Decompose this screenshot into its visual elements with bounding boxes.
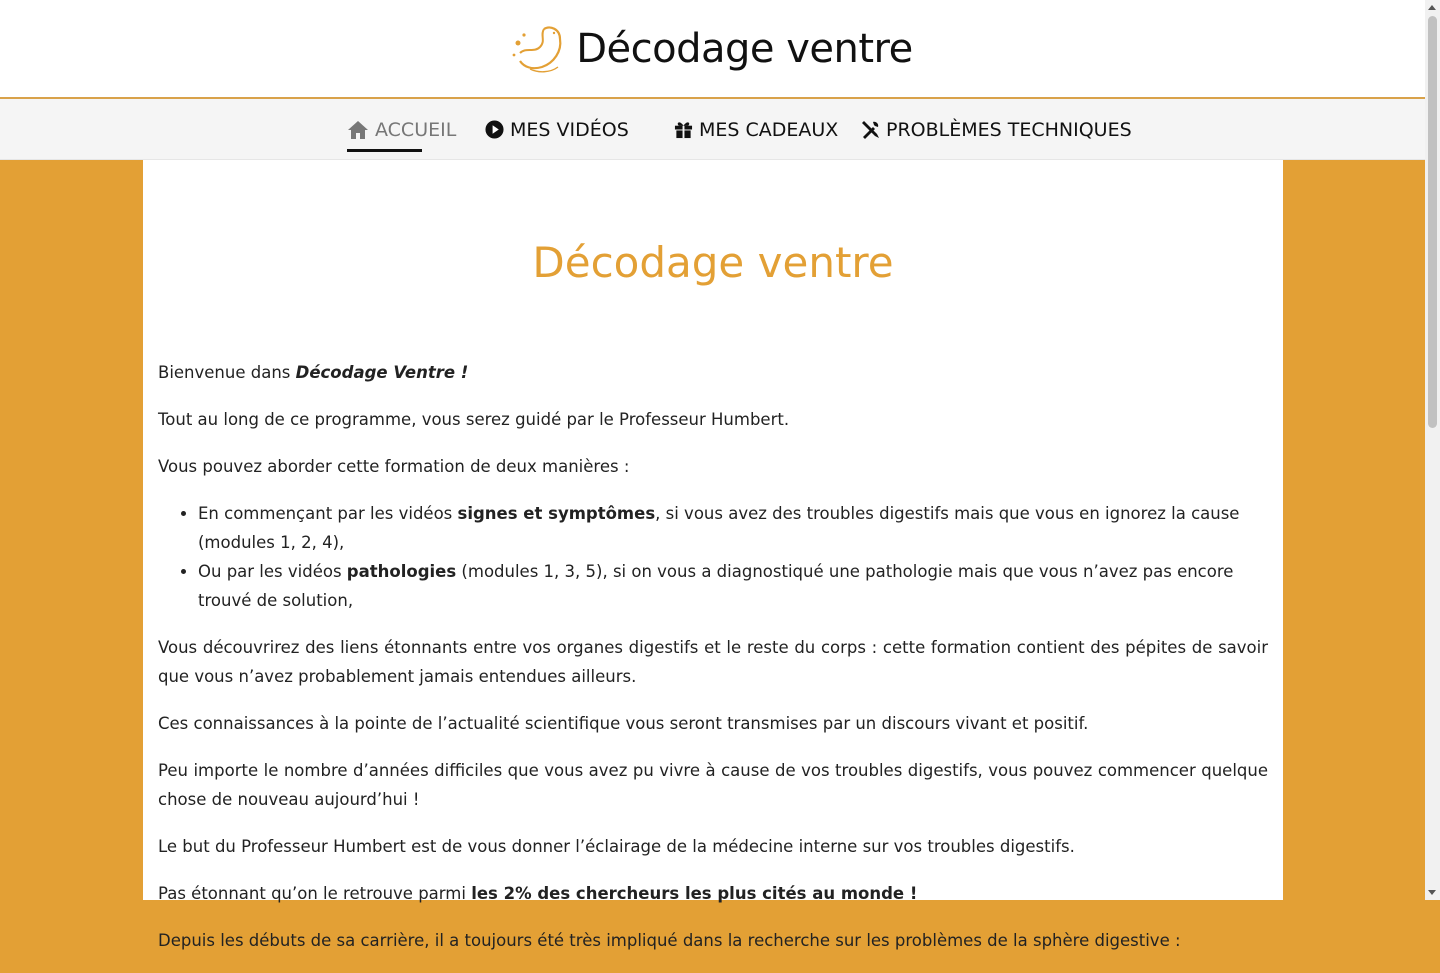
active-tab-indicator [347,149,422,152]
list-item [198,557,1268,615]
paragraph: Le but du Professeur Humbert est de vous donner l’éclairage de la médecine interne sur vos troubles digestifs. [158,837,1075,856]
paragraph: Vous découvrirez des liens étonnants entre vos organes digestifs et le reste du corps : cette formation contient des pépites de savoir que vous n’avez probablement jamais entendues ailleurs. [158,638,1268,686]
tools-icon [860,120,880,140]
list-item [198,499,1268,557]
paragraph: Vous pouvez aborder cette formation de deux manières : [158,457,630,476]
nav-item-mes-cadeaux[interactable] [674,99,838,160]
paragraph: Tout au long de ce programme, vous serez guidé par le Professeur Humbert. [158,410,790,429]
intro-emphasis: Décodage Ventre ! [295,363,469,382]
list-item-prefix: En commençant par les vidéos [198,504,458,523]
home-icon [347,120,369,140]
scroll-up-arrow-icon[interactable] [1428,5,1436,10]
paragraph: Peu importe le nombre d’années difficiles que vous avez pu vivre à cause de vos troubles digestifs, vous pouvez commencer quelque chose de nouveau aujourd’hui ! [158,761,1268,809]
list-item-bold: signes et symptômes [457,504,656,523]
nav-item-mes-videos[interactable] [485,99,629,160]
site-logo[interactable] [510,23,912,75]
site-header [0,0,1425,99]
nav-label-mes-videos: MES VIDÉOS [510,118,629,141]
nav-label-accueil: ACCUEIL [375,118,457,141]
main-content [143,160,1283,950]
paragraph-prefix: Pas étonnant qu’on le retrouve parmi [158,884,472,903]
gift-icon [674,120,693,139]
scroll-down-arrow-icon[interactable] [1428,890,1436,895]
page-title: Décodage ventre [532,238,894,287]
page-scrollbar[interactable] [1425,0,1440,900]
play-circle-icon [485,120,504,139]
nav-label-mes-cadeaux: MES CADEAUX [699,118,839,141]
paragraph: Ces connaissances à la pointe de l’actualité scientifique vous seront transmises par un discours vivant et positif. [158,714,1089,733]
paragraph: Depuis les débuts de sa carrière, il a toujours été très impliqué dans la recherche sur les problèmes de la sphère digestive : [158,931,1181,950]
main-nav [0,99,1425,160]
article-body [158,358,1268,973]
site-title: Décodage ventre [576,25,913,72]
intro-paragraph [158,358,1268,387]
list-item-bold: pathologies [346,562,457,581]
list-item-suffix: (modules 1, 3, 5), si on vous a diagnostiqué une pathologie mais que vous n’avez pas encore trouvé de solution, [198,562,1234,610]
paragraph [158,879,1268,908]
list-item-prefix: Ou par les vidéos [198,562,347,581]
stomach-logo-icon [510,23,566,75]
paragraph-bold: les 2% des chercheurs les plus cités au monde ! [471,884,918,903]
scrollbar-thumb[interactable] [1428,16,1437,428]
nav-label-problemes-techniques: PROBLÈMES TECHNIQUES [886,118,1132,141]
intro-prefix: Bienvenue dans [158,363,296,382]
list-item-suffix: , si vous avez des troubles digestifs mais que vous en ignorez la cause (modules 1, 2, 4), [198,504,1240,552]
nav-item-problemes-techniques[interactable] [860,99,1132,160]
approach-list [198,499,1268,615]
